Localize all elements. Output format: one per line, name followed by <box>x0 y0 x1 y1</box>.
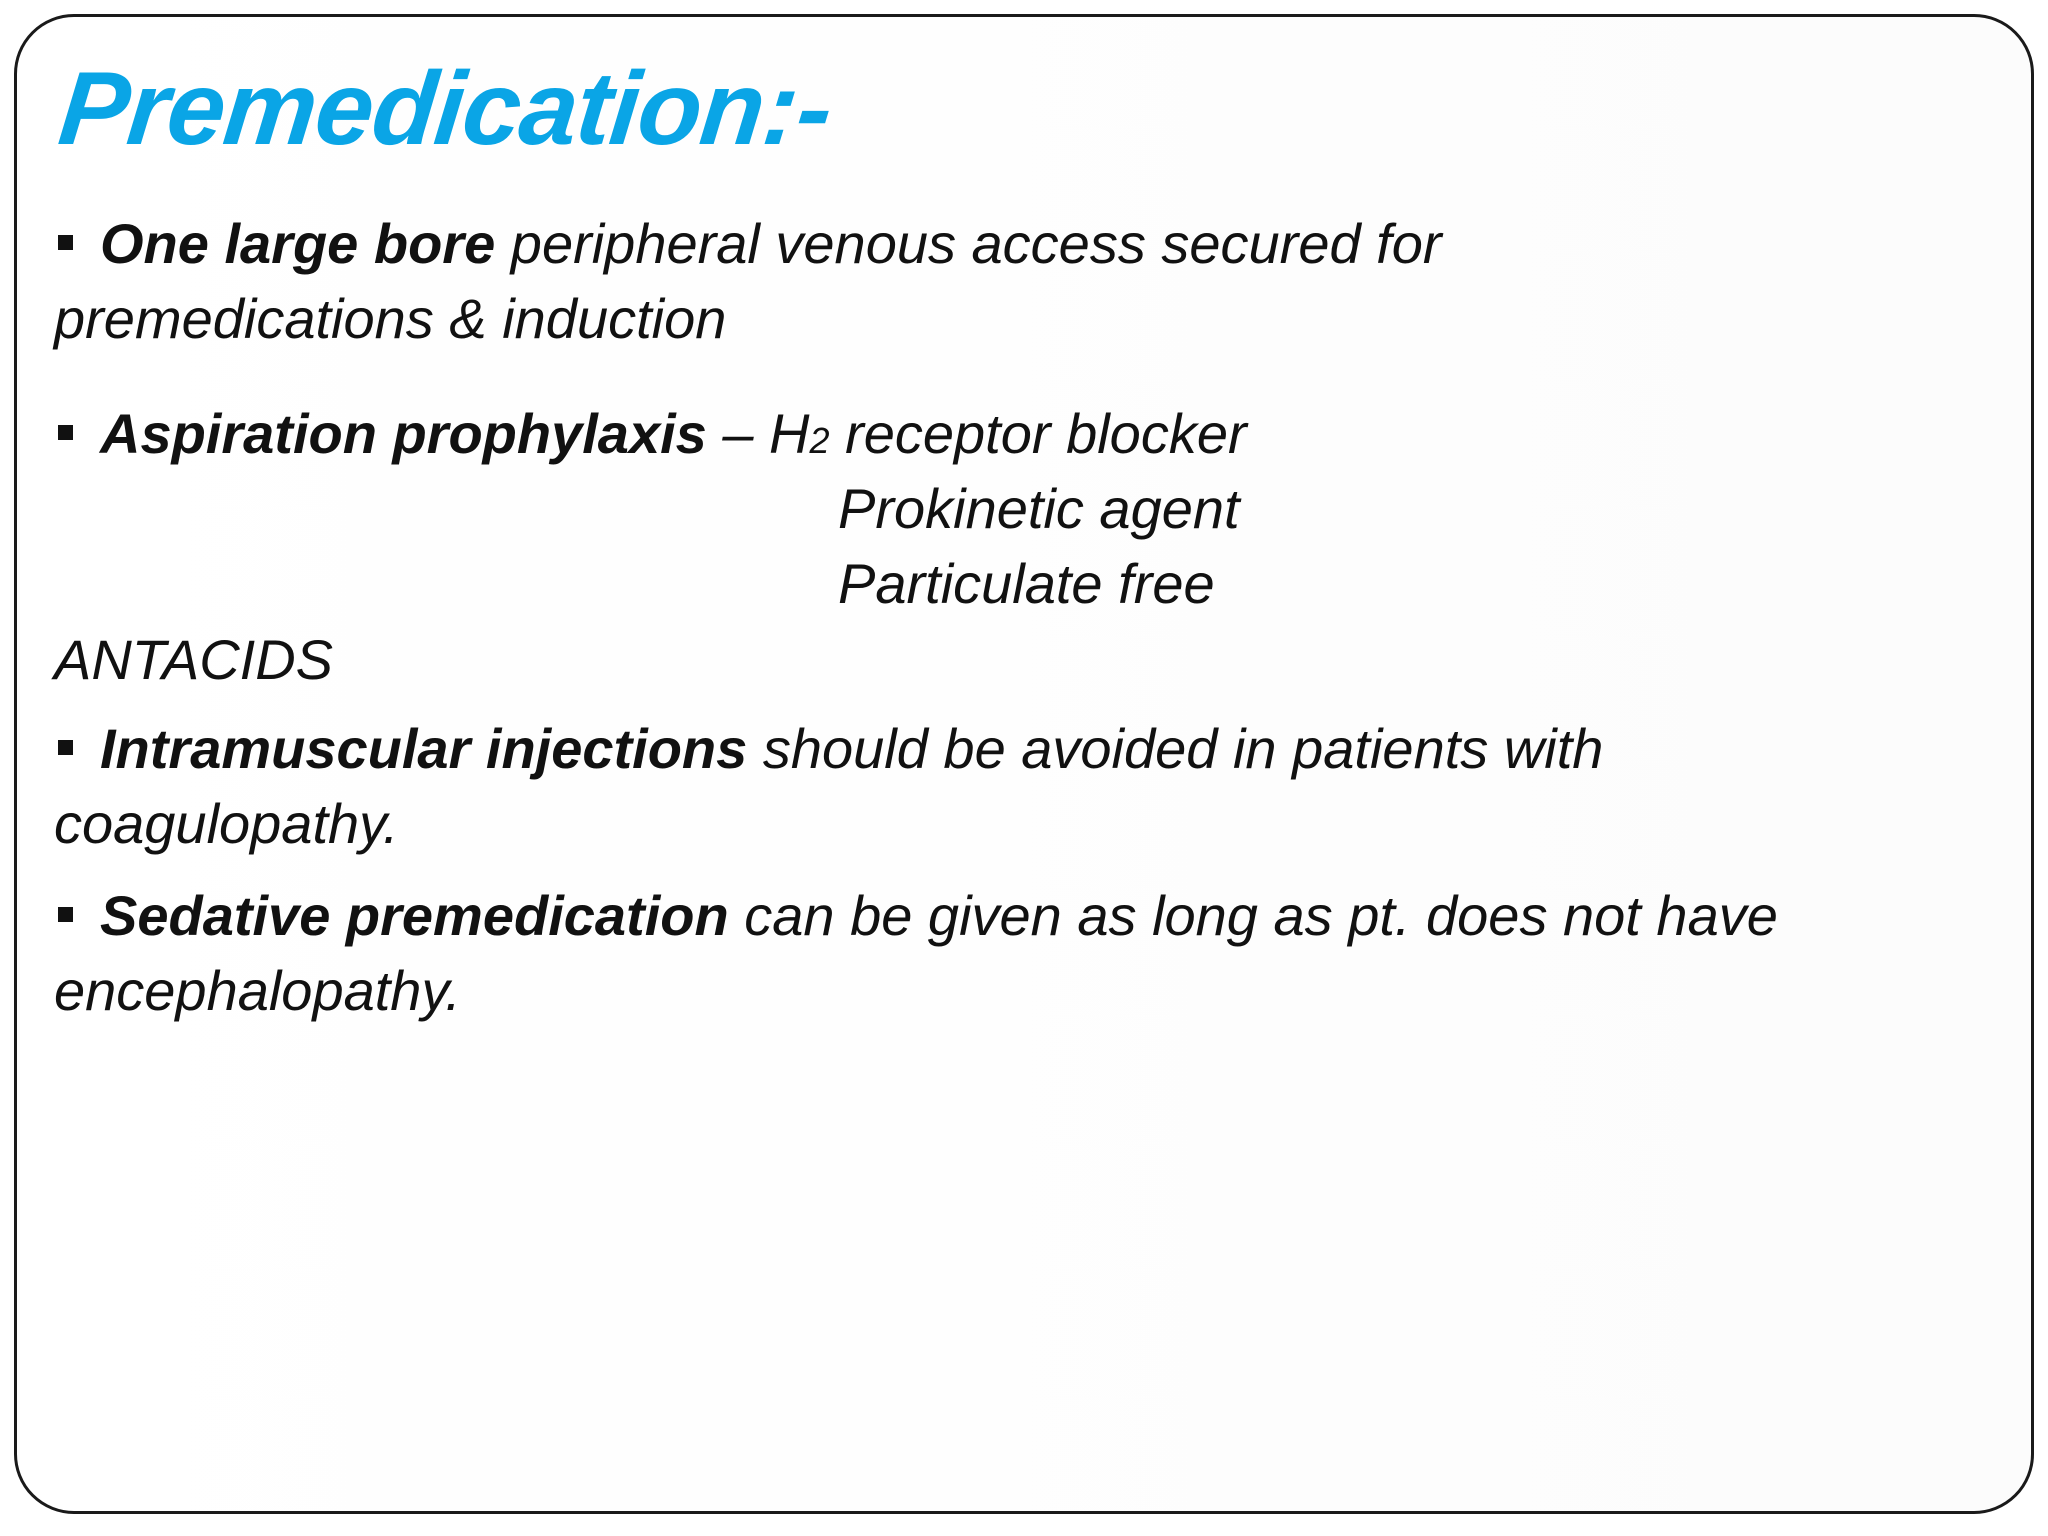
bullet-1-line-1 <box>54 206 1442 281</box>
bullet-1-line-2: premedications & induction <box>54 287 727 350</box>
bullet-3-line-1 <box>54 711 1603 786</box>
square-bullet-icon <box>58 740 73 755</box>
bullet-4-line-1 <box>54 878 1778 953</box>
bullet-2-line-3: Particulate free <box>838 552 1215 615</box>
bullet-3-bold: Intramuscular injections <box>100 717 748 780</box>
bullet-3-line-2: coagulopathy. <box>54 792 399 855</box>
bullet-2-text: receptor blocker <box>829 402 1247 465</box>
bullet-4-text: can be given as long as pt. does not have <box>728 884 1778 947</box>
square-bullet-icon <box>58 425 73 440</box>
bullet-4-line-2: encephalopathy. <box>54 959 461 1022</box>
slide-title: Premedication:- <box>53 51 838 167</box>
bullet-2-bold: Aspiration prophylaxis <box>100 402 707 465</box>
bullet-1-bold: One large bore <box>100 212 496 275</box>
bullet-2-line-2: Prokinetic agent <box>838 477 1240 540</box>
bullet-3-text: should be avoided in patients with <box>747 717 1604 780</box>
bullet-2-subscript: 2 <box>809 420 830 461</box>
bullet-2-line-1 <box>54 396 1247 478</box>
bullet-1-text: peripheral venous access secured for <box>495 212 1442 275</box>
bullet-2-line-4: ANTACIDS <box>54 628 333 691</box>
bullet-2-dash: – H <box>706 402 810 465</box>
square-bullet-icon <box>58 907 73 922</box>
bullet-4-bold: Sedative premedication <box>100 884 729 947</box>
square-bullet-icon <box>58 235 73 250</box>
